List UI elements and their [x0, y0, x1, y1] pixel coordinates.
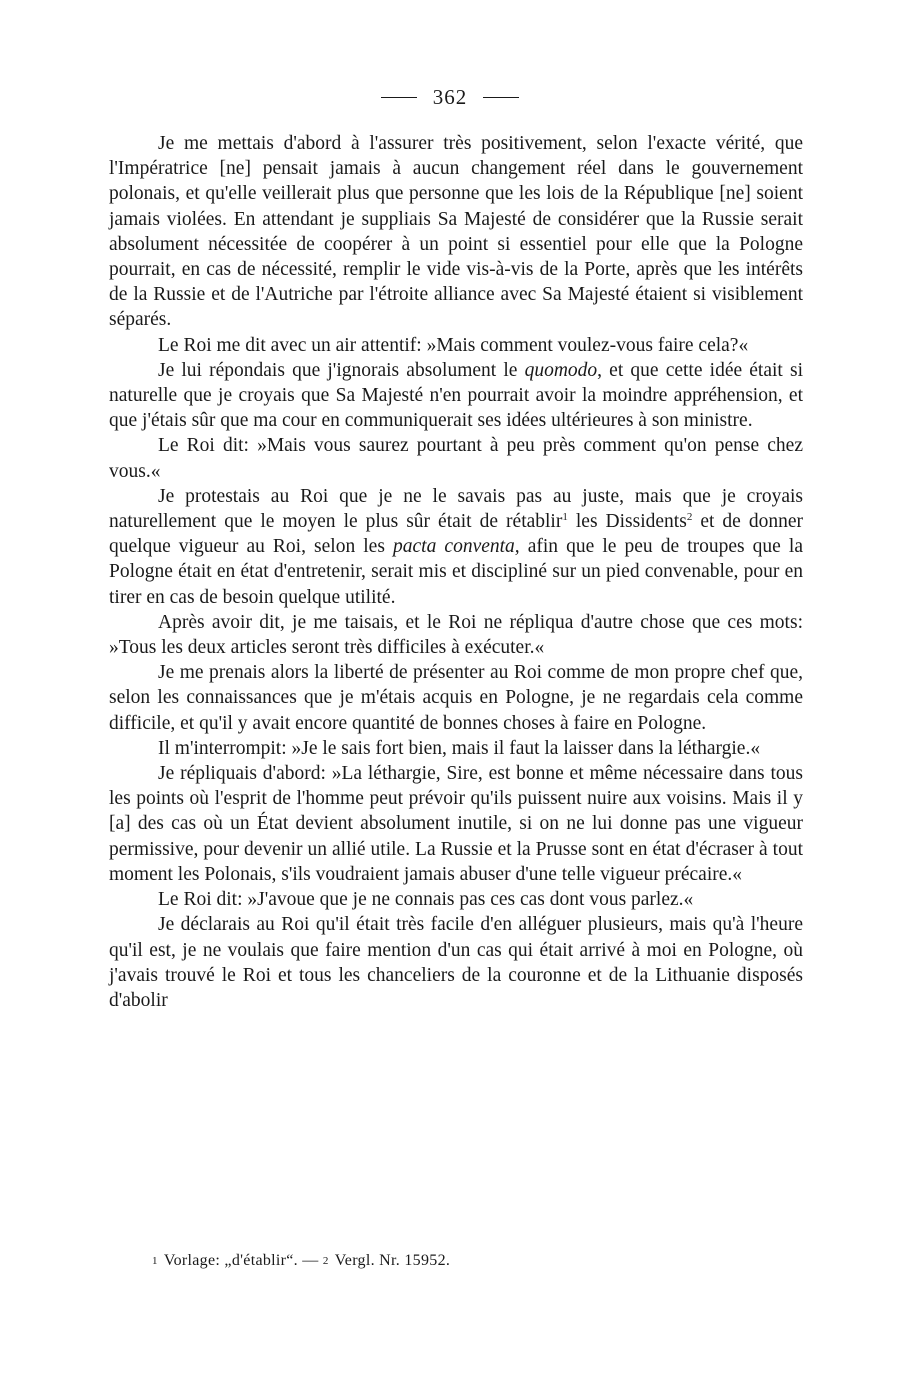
paragraph [109, 736, 803, 761]
paragraph [109, 333, 803, 358]
paragraph-text: Je protestais au Roi que je ne le savais pas au juste, mais que je croyais naturellement que le moyen le plus sûr était de rétablir [109, 485, 803, 533]
paragraph-text: Je répliquais d'abord: »La léthargie, Sire, est bonne et même nécessaire dans tous les points où l'esprit de l'homme peut prévoir qu'ils puissent nuire aux voisins. Mais il y [a] des cas où un État devient absolument inutile, si on ne lui donne pas une vigueur permissive, pour devenir un allié utile. La Russie et la Prusse sont en état d'écraser à tout moment les Polonais, s'ils voudraient jamais abuser d'une telle vigueur précaire.« [109, 763, 803, 885]
paragraph-text: Je lui répondais que j'ignorais absolument le [158, 359, 525, 381]
paragraph-text: Je déclarais au Roi qu'il était très facile d'en alléguer plusieurs, mais qu'à l'heure qu'il est, je ne voulais que faire mention d'un cas qui était arrivé à moi en Pologne, où j'avais trouvé le Roi et tous les chanceliers de la couronne et de la Lithuanie disposés d'abolir [109, 914, 803, 1011]
paragraph [109, 131, 803, 333]
paragraph-text: afin que le peu de troupes que la Pologne était en état d'entretenir, serait mis et discipliné sur un pied convenable, pour en tirer en cas de besoin quelque utilité. [109, 536, 803, 608]
footnote-mark-1: 1 [152, 1255, 158, 1267]
paragraph [109, 484, 803, 610]
paragraph-text: , et que cette idée était si naturelle que je croyais que Sa Majesté n'en pourrait avoir la moindre appréhension, et que j'étais sûr que ma cour en communiquerait ses idées ultérieures à son ministre. [109, 359, 803, 432]
header-rule-right [483, 97, 519, 98]
paragraph [109, 912, 803, 1013]
paragraph-text: Je me mettais d'abord à l'assurer très positivement, selon l'exacte vérité, que l'Impératrice [ne] pensait jamais à aucun changement réel dans le gouvernement polonais, et qu'elle veillerait plus que personne que les lois de la République [ne] soient jamais violées. En attendant je suppliais Sa Majesté de considérer que la Russie serait absolument nécessitée de coopérer à un point si essentiel pour elle que la Pologne pourrait, en cas de nécessité, remplir le vide vis-à-vis de la Porte, après que les intérêts de la Russie et de l'Autriche par l'étroite alliance avec Sa Majesté étaient si visiblement séparés. [109, 133, 803, 331]
body-text [109, 131, 803, 1013]
footnotes [152, 1250, 792, 1272]
paragraph [109, 887, 803, 912]
footnote-2: Vergl. Nr. 15952. [334, 1252, 451, 1269]
paragraph-text: Le Roi me dit avec un air attentif: »Mais comment voulez-vous faire cela?« [158, 334, 749, 356]
header-rule-left [381, 97, 417, 98]
paragraph [109, 610, 803, 660]
paragraph [109, 358, 803, 434]
paragraph-text: Le Roi dit: »J'avoue que je ne connais pas ces cas dont vous parlez.« [158, 889, 694, 911]
paragraph [109, 761, 803, 887]
paragraph-text: Après avoir dit, je me taisais, et le Roi ne répliqua d'autre chose que ces mots: »Tous les deux articles seront très difficiles à exécuter.« [109, 611, 803, 659]
paragraph-text: et de donner quelque vigueur au Roi, selon les [109, 511, 804, 558]
footnote-reference: 1 [562, 511, 568, 524]
paragraph-text: les Dissidents [567, 511, 687, 533]
page-header [0, 82, 900, 112]
paragraph-text: Il m'interrompit: »Je le sais fort bien, mais il faut la laisser dans la léthargie.« [158, 737, 761, 759]
footnote-mark-2: 2 [322, 1255, 329, 1267]
italic-text: pacta conventa, [393, 536, 520, 558]
page-number: 362 [432, 84, 468, 109]
paragraph [109, 660, 803, 736]
paragraph-text: Le Roi dit: »Mais vous saurez pourtant à peu près comment qu'on pense chez vous.« [109, 435, 803, 482]
footnote-1: Vorlage: „d'établir“. — [163, 1252, 319, 1269]
italic-text: quomodo [524, 359, 598, 381]
paragraph-text: Je me prenais alors la liberté de présenter au Roi comme de mon propre chef que, selon les connaissances que je m'étais acquis en Pologne, je ne regardais cela comme difficile, et qu'il y avait encore quantité de bonnes choses à faire en Pologne. [109, 662, 803, 734]
paragraph [109, 433, 803, 483]
footnote-reference: 2 [686, 511, 693, 524]
